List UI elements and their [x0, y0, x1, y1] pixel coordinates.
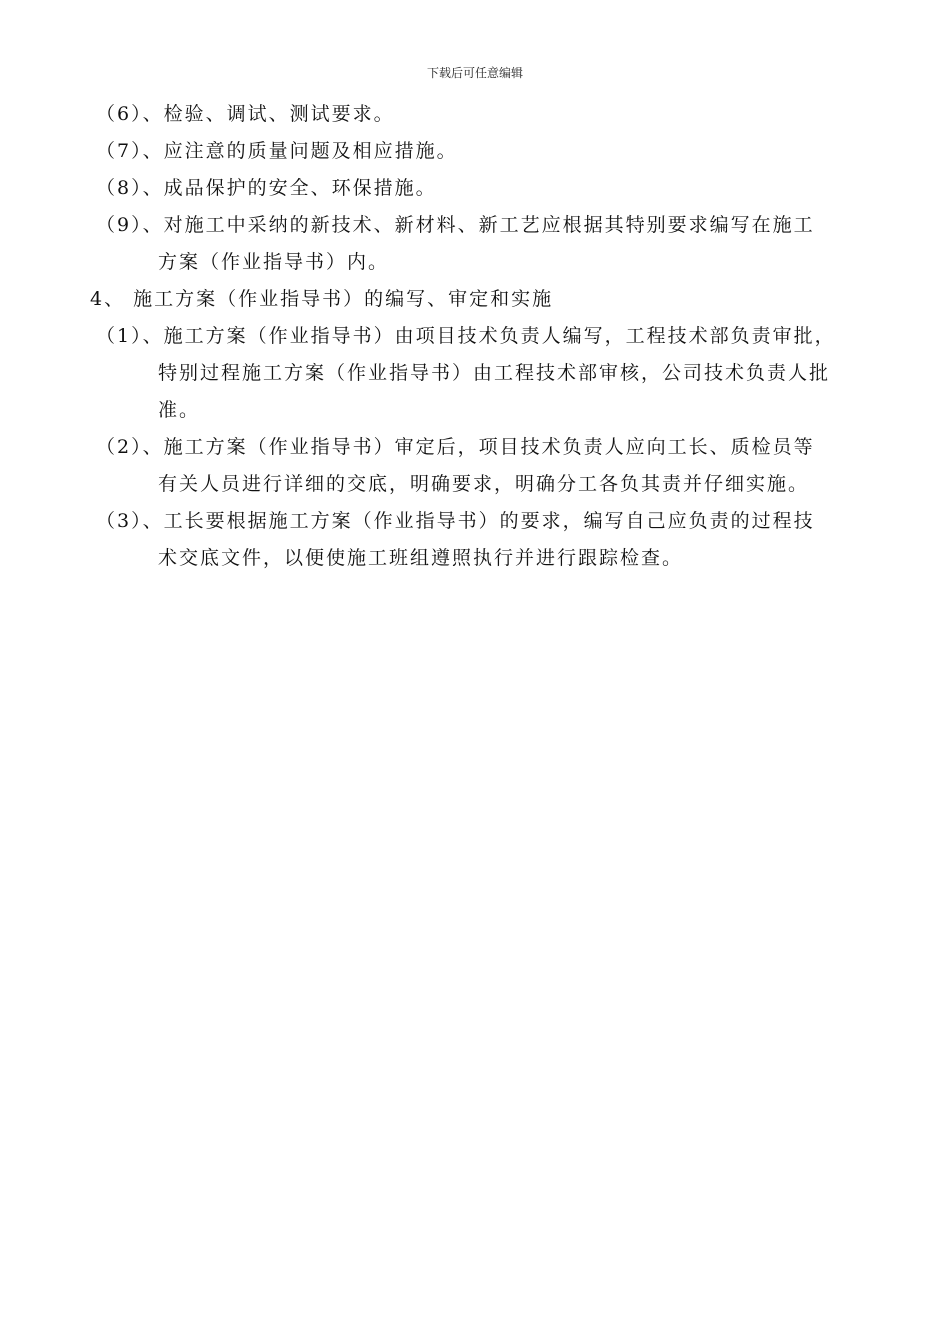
- list-item-1-continuation: 特别过程施工方案（作业指导书）由工程技术部审核，公司技术负责人批: [158, 362, 831, 384]
- list-item-9: （9）、对施工中采纳的新技术、新材料、新工艺应根据其特别要求编写在施工: [96, 214, 815, 236]
- list-item-1-continuation-2: 准。: [158, 399, 201, 421]
- list-item-9-continuation: 方案（作业指导书）内。: [158, 251, 390, 273]
- section-heading-4: 4、 施工方案（作业指导书）的编写、审定和实施: [90, 288, 554, 310]
- list-item-1: （1）、施工方案（作业指导书）由项目技术负责人编写，工程技术部负责审批，: [96, 325, 836, 347]
- list-item-6: （6）、检验、调试、测试要求。: [96, 103, 395, 125]
- list-item-3-continuation: 术交底文件，以便使施工班组遵照执行并进行跟踪检查。: [158, 547, 684, 569]
- list-item-2: （2）、施工方案（作业指导书）审定后，项目技术负责人应向工长、质检员等: [96, 436, 815, 458]
- list-item-8: （8）、成品保护的安全、环保措施。: [96, 177, 437, 199]
- list-item-7: （7）、应注意的质量问题及相应措施。: [96, 140, 458, 162]
- page-header-note: 下载后可任意编辑: [426, 66, 523, 80]
- list-item-3: （3）、工长要根据施工方案（作业指导书）的要求，编写自己应负责的过程技: [96, 510, 815, 532]
- list-item-2-continuation: 有关人员进行详细的交底，明确要求，明确分工各负其责并仔细实施。: [158, 473, 810, 495]
